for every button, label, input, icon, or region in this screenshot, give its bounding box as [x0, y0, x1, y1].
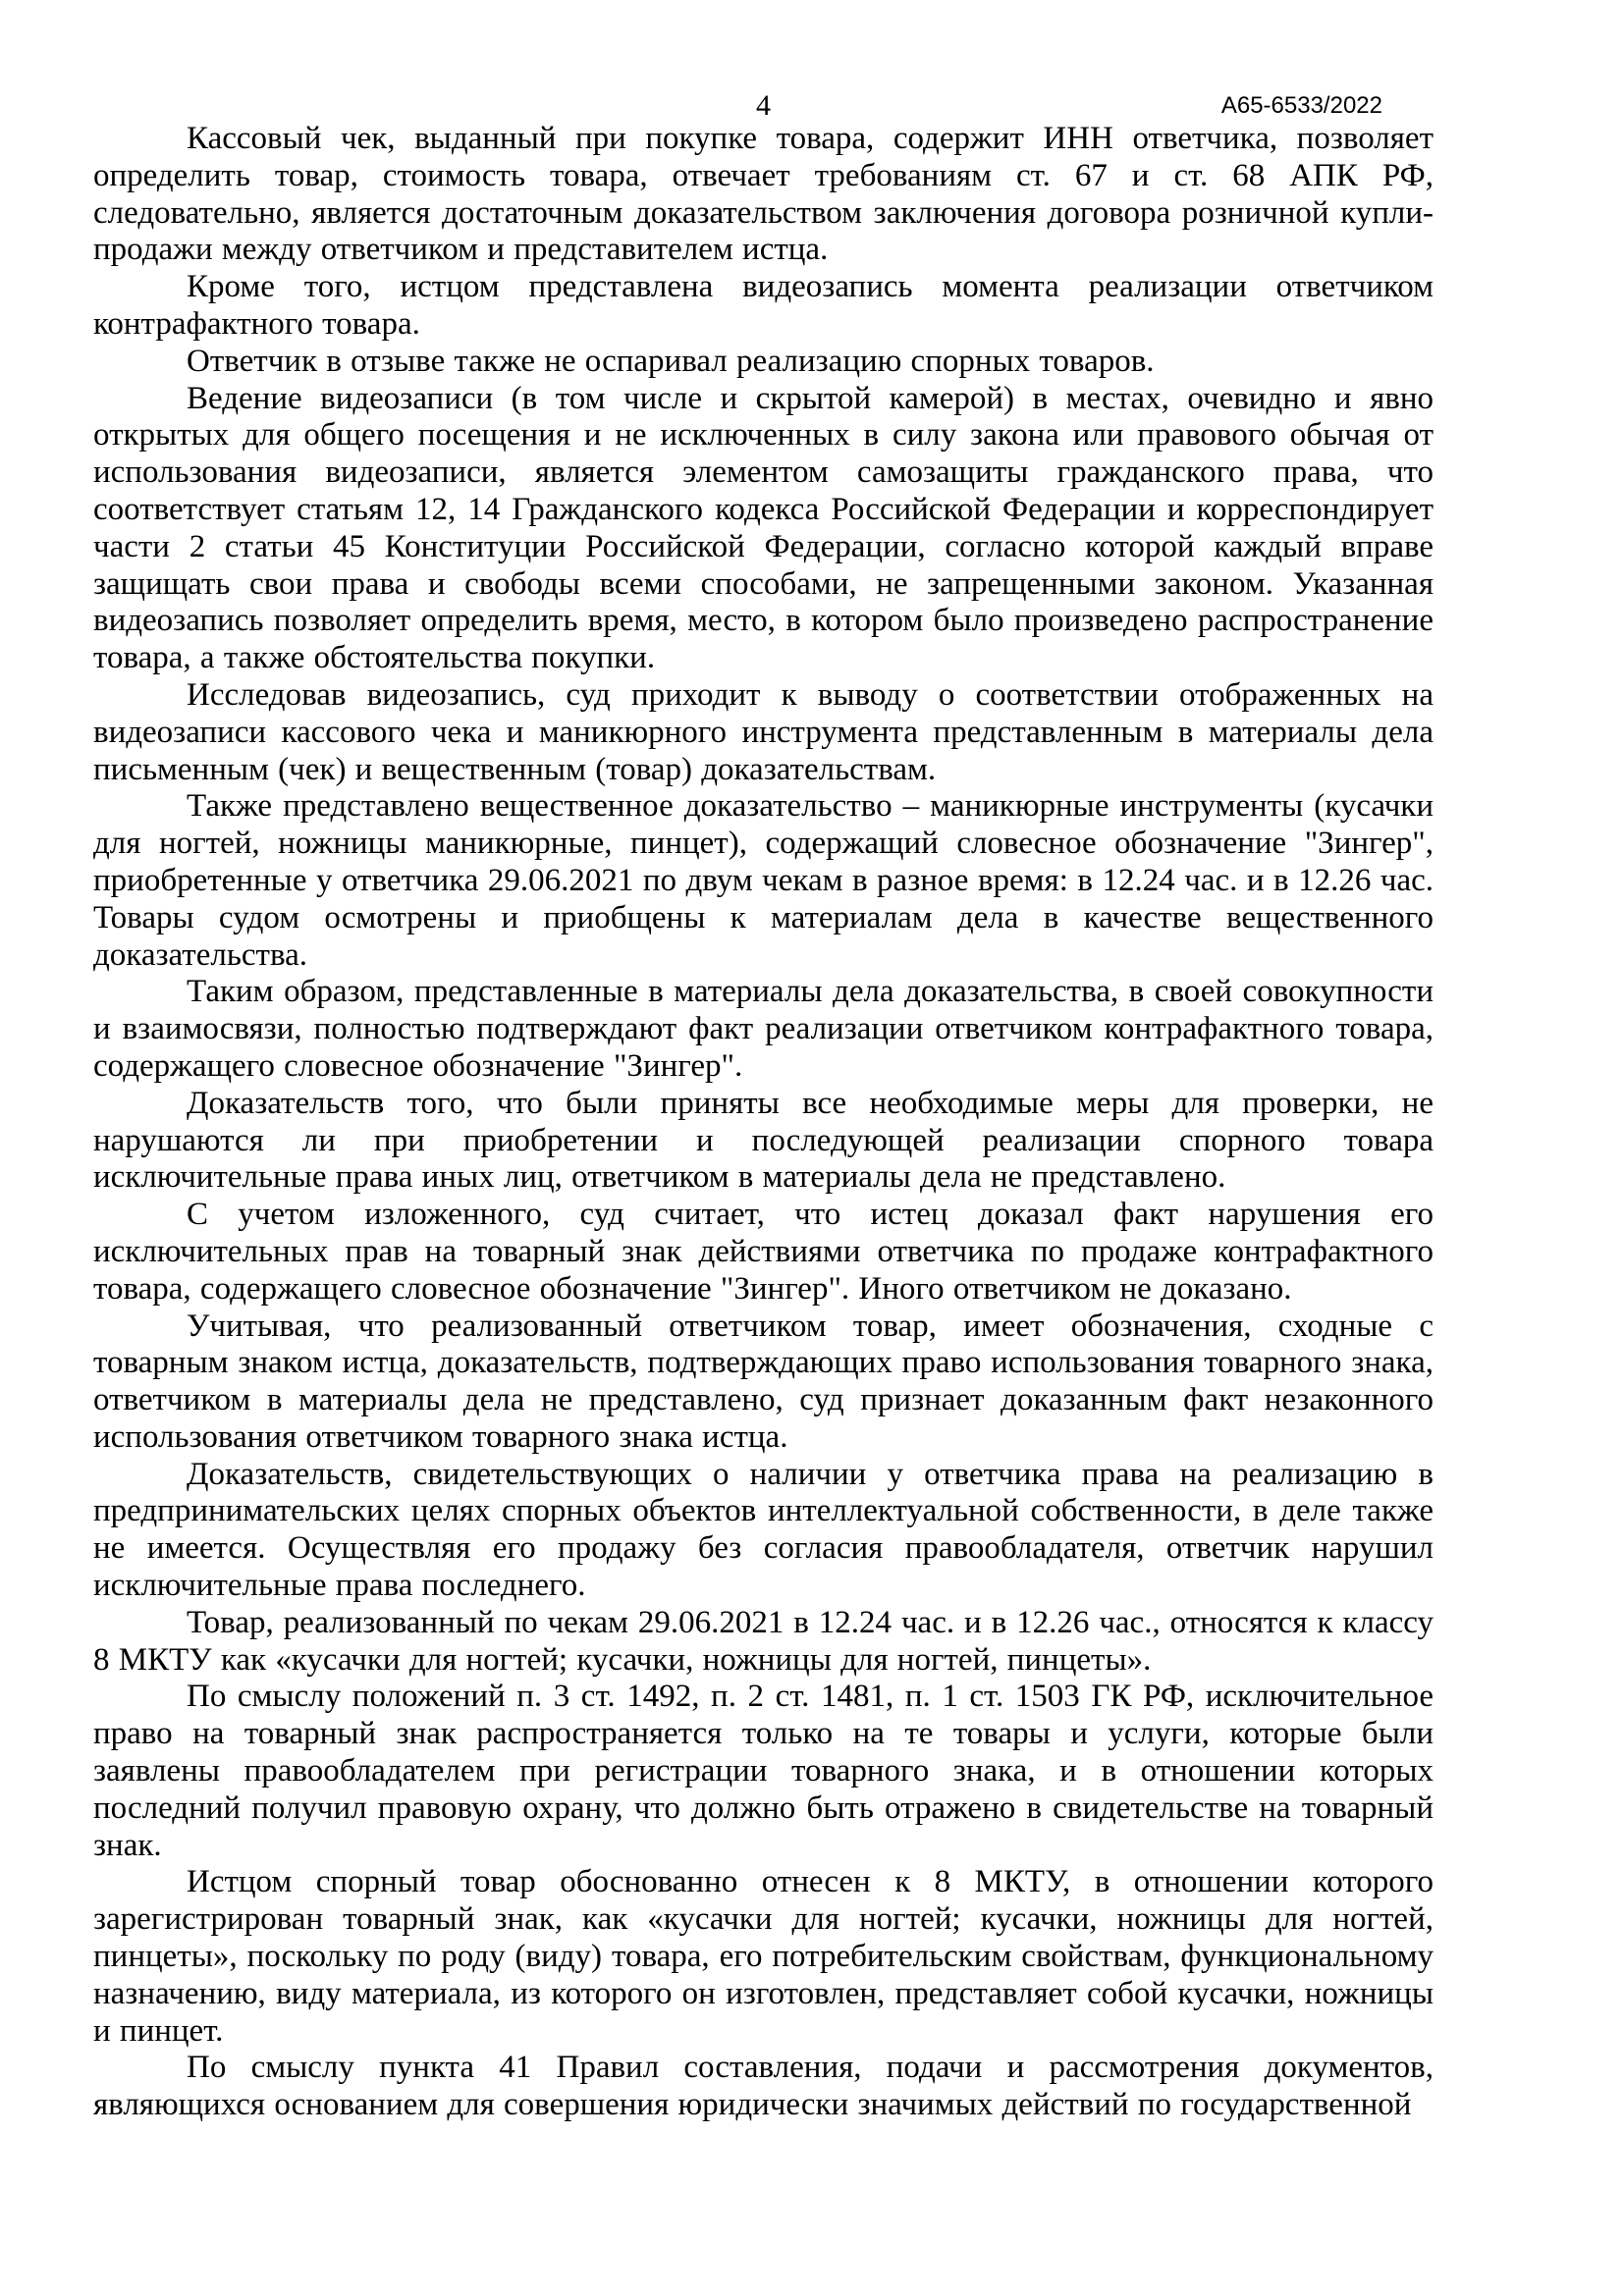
page-number: 4: [756, 89, 771, 122]
paragraph: Истцом спорный товар обоснованно отнесен к 8 МКТУ, в отношении которого зарегистрирован товарный знак, как «кусачки для ногтей; кусачки, ножницы для ногтей, пинцеты», поскольку по роду (виду) товара, его потребительским свойствам, функциональному назначению, виду материала, из которого он изготовлен, представляет собой кусачки, ножницы и пинцет.: [93, 1864, 1434, 2049]
paragraph: По смыслу пункта 41 Правил составления, подачи и рассмотрения документов, являющихся основанием для совершения юридически значимых действий по государственной: [93, 2050, 1434, 2123]
paragraph: По смыслу положений п. 3 ст. 1492, п. 2 ст. 1481, п. 1 ст. 1503 ГК РФ, исключительное право на товарный знак распространяется только на те товары и услуги, которые были заявлены правообладателем при регистрации товарного знака, и в отношении которых последний получил правовую охрану, что должно быть отражено в свидетельстве на товарный знак.: [93, 1679, 1434, 1863]
paragraph: Доказательств того, что были приняты все необходимые меры для проверки, не нарушаются ли при приобретении и последующей реализации спорного товара исключительные права иных лиц, ответчиком в материалы дела не представлено.: [93, 1085, 1434, 1196]
paragraph: Ответчик в отзыве также не оспаривал реализацию спорных товаров.: [187, 343, 1155, 379]
paragraph: С учетом изложенного, суд считает, что истец доказал факт нарушения его исключительных прав на товарный знак действиями ответчика по продаже контрафактного товара, содержащего словесное обозначение "Зингер". Иного ответчиком не доказано.: [93, 1197, 1434, 1307]
paragraph: Кассовый чек, выданный при покупке товара, содержит ИНН ответчика, позволяет определить товар, стоимость товара, отвечает требованиям ст. 67 и ст. 68 АПК РФ, следовательно, является достаточным доказательством заключения договора розничной купли-продажи между ответчиком и представителем истца.: [93, 121, 1434, 268]
paragraph: Кроме того, истцом представлена видеозапись момента реализации ответчиком контрафактного товара.: [93, 269, 1434, 342]
paragraph: Учитывая, что реализованный ответчиком товар, имеет обозначения, сходные с товарным знаком истца, доказательств, подтверждающих право использования товарного знака, ответчиком в материалы дела не представлено, суд признает доказанным факт незаконного использования ответчиком товарного знака истца.: [93, 1308, 1434, 1455]
document-body: [93, 121, 1434, 2124]
paragraph: Исследовав видеозапись, суд приходит к выводу о соответствии отображенных на видеозаписи кассового чека и маникюрного инструмента представленным в материалы дела письменным (чек) и вещественным (товар) доказательствам.: [93, 676, 1434, 787]
paragraph: Товар, реализованный по чекам 29.06.2021 в 12.24 час. и в 12.26 час., относятся к классу 8 МКТУ как «кусачки для ногтей; кусачки, ножницы для ногтей, пинцеты».: [93, 1604, 1434, 1678]
text-block: [93, 90, 1434, 2124]
case-number: А65-6533/2022: [1220, 92, 1382, 119]
paragraph: Также представлено вещественное доказательство – маникюрные инструменты (кусачки для ногтей, ножницы маникюрные, пинцет), содержащий словесное обозначение "Зингер", приобретенные у ответчика 29.06.2021 по двум чекам в разное время: в 12.24 час. и в 12.26 час. Товары судом осмотрены и приобщены к материалам дела в качестве вещественного доказательства.: [93, 788, 1434, 973]
page-header: [93, 90, 1434, 121]
paragraph: Таким образом, представленные в материалы дела доказательства, в своей совокупности и взаимосвязи, полностью подтверждают факт реализации ответчиком контрафактного товара, содержащего словесное обозначение "Зингер".: [93, 974, 1434, 1084]
paragraph: Доказательств, свидетельствующих о наличии у ответчика права на реализацию в предпринимательских целях спорных объектов интеллектуальной собственности, в деле также не имеется. Осуществляя его продажу без согласия правообладателя, ответчик нарушил исключительные права последнего.: [93, 1456, 1434, 1604]
paragraph: Ведение видеозаписи (в том числе и скрытой камерой) в местах, очевидно и явно открытых для общего посещения и не исключенных в силу закона или правового обычая от использования видеозаписи, является элементом самозащиты гражданского права, что соответствует статьям 12, 14 Гражданского кодекса Российской Федерации и корреспондирует части 2 статьи 45 Конституции Российской Федерации, согласно которой каждый вправе защищать свои права и свободы всеми способами, не запрещенными законом. Указанная видеозапись позволяет определить время, место, в котором было произведено распространение товара, а также обстоятельства покупки.: [93, 380, 1434, 676]
